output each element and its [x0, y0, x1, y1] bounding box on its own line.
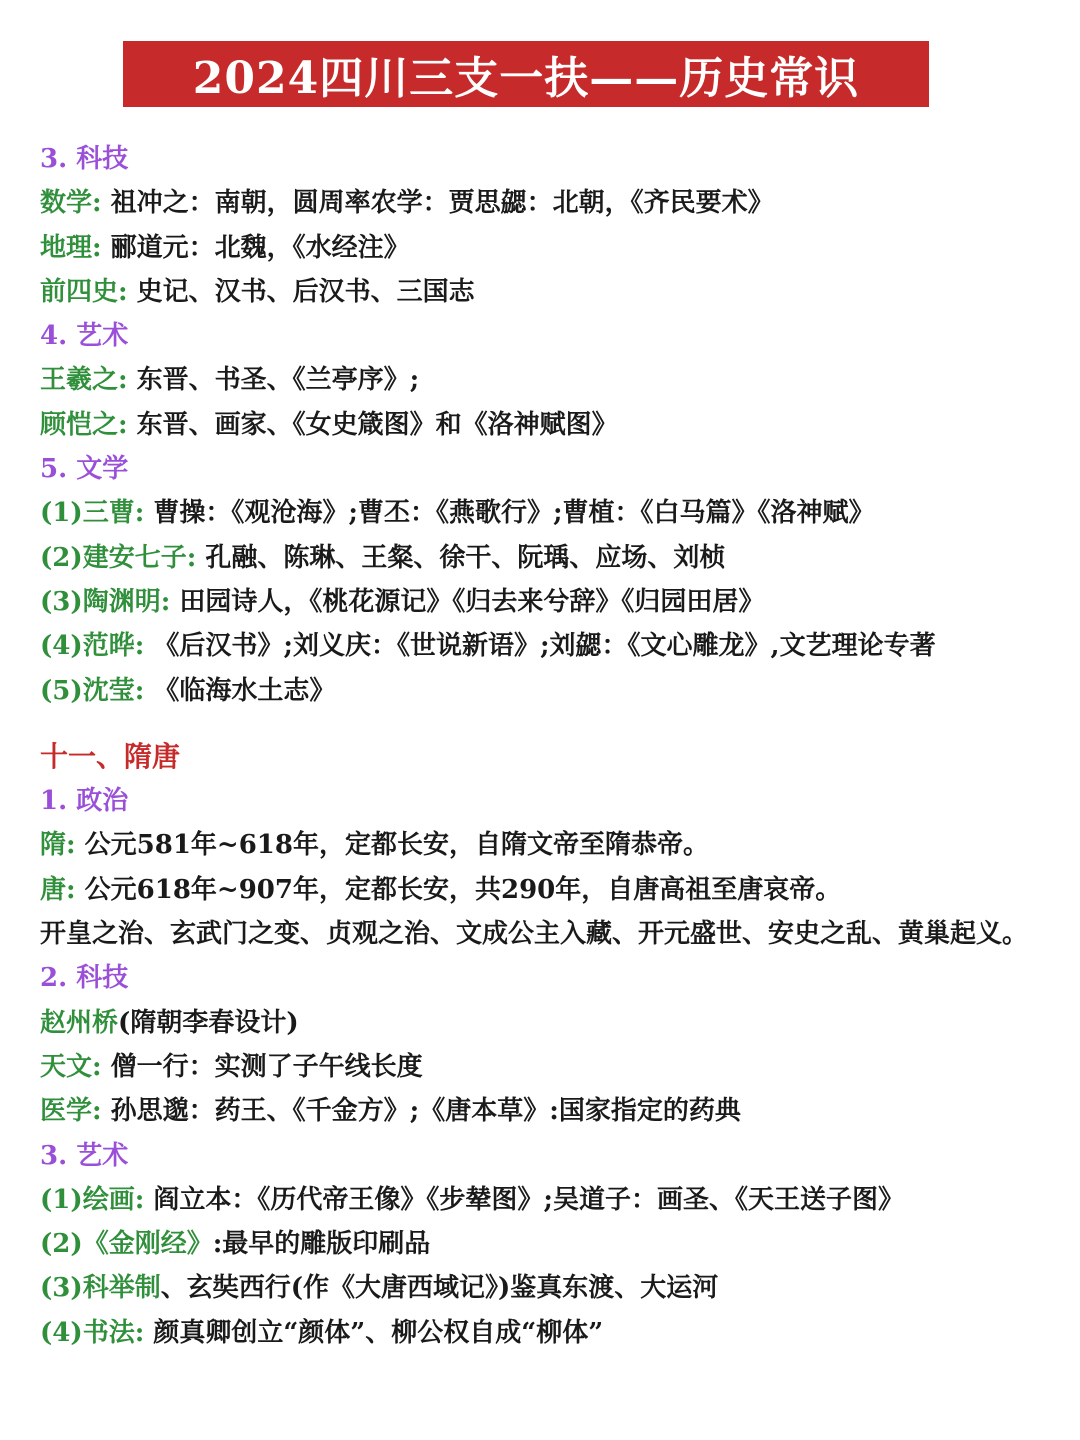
entry-label: (4)书法:	[40, 1317, 145, 1348]
entry-text: 《临海水土志》	[144, 675, 336, 706]
entry-label: (5)沈莹:	[40, 675, 145, 706]
entry-text: 《后汉书》;刘义庆：《世说新语》;刘勰：《文心雕龙》,文艺理论专著	[144, 631, 936, 662]
entry-label: 前四史:	[40, 276, 128, 307]
note-line	[40, 403, 1050, 447]
entry-text: 祖冲之：南朝，圆周率农学：贾思勰：北朝，《齐民要术》	[101, 188, 774, 219]
entry-label: 唐:	[40, 874, 76, 905]
entry-text: 公元581年~618年，定都长安，自隋文帝至隋恭帝。	[75, 830, 709, 861]
entry-text: :最早的雕版印刷品	[212, 1229, 431, 1260]
section-heading: 十一、隋唐	[40, 739, 181, 773]
subsection-heading: 5. 文学	[40, 454, 129, 485]
entry-label: 王羲之:	[40, 365, 128, 396]
note-line	[40, 358, 1050, 402]
entry-text: 孔融、陈琳、王粲、徐干、阮瑀、应场、刘桢	[196, 542, 726, 573]
subsection-heading: 1. 政治	[40, 786, 129, 817]
entry-text: 阎立本：《历代帝王像》《步辇图》;吴道子：画圣、《天王送子图》	[144, 1184, 904, 1215]
note-line	[40, 1089, 1050, 1133]
entry-text: 史记、汉书、后汉书、三国志	[127, 276, 475, 307]
entry-label: (2)《金刚经》	[40, 1229, 213, 1260]
note-line	[40, 536, 1050, 580]
note-line	[40, 669, 1050, 713]
note-line	[40, 1311, 1050, 1355]
subsection-heading: 2. 科技	[40, 963, 129, 994]
note-line	[40, 580, 1050, 624]
note-line	[40, 1222, 1050, 1266]
entry-text: 东晋、画家、《女史箴图》和《洛神赋图》	[127, 409, 618, 440]
entry-text: 公元618年~907年，定都长安，共290年，自唐高祖至唐哀帝。	[75, 874, 842, 905]
note-line	[40, 1001, 1050, 1045]
notes-content	[40, 137, 1050, 1355]
entry-text: 、玄奘西行(作《大唐西域记》)鉴真东渡、大运河	[160, 1273, 719, 1304]
entry-label: (1)三曹:	[40, 498, 145, 529]
entry-text: (隋朝李春设计)	[118, 1007, 299, 1038]
note-line	[40, 624, 1050, 668]
note-line	[40, 270, 1050, 314]
entry-label: 地理:	[40, 232, 102, 263]
entry-text: 郦道元：北魏，《水经注》	[101, 232, 410, 263]
note-line	[40, 1178, 1050, 1222]
entry-label: (3)科举制	[40, 1273, 161, 1304]
note-line: 开皇之治、玄武门之变、贞观之治、文成公主入藏、开元盛世、安史之乱、黄巢起义。	[40, 919, 1029, 950]
entry-label: (3)陶渊明:	[40, 586, 171, 617]
entry-text: 田园诗人，《桃花源记》《归去来兮辞》《归园田居》	[170, 586, 765, 617]
note-line	[40, 823, 1050, 867]
subsection-heading: 3. 科技	[40, 144, 129, 174]
title-banner	[123, 41, 929, 107]
entry-text: 东晋、书圣、《兰亭序》;	[127, 365, 420, 396]
entry-text: 曹操：《观沧海》;曹丕：《燕歌行》;曹植：《白马篇》《洛神赋》	[144, 498, 875, 529]
note-line	[40, 226, 1050, 270]
entry-text: 僧一行：实测了子午线长度	[101, 1051, 423, 1082]
entry-label: 赵州桥	[40, 1007, 119, 1038]
entry-label: (2)建安七子:	[40, 542, 197, 573]
entry-text: 颜真卿创立“颜体”、柳公权自成“柳体”	[144, 1317, 604, 1348]
entry-label: (4)范晔:	[40, 631, 145, 662]
page-title: 2024四川三支一扶——历史常识	[192, 53, 860, 104]
note-line	[40, 491, 1050, 535]
entry-label: 数学:	[40, 188, 102, 219]
entry-label: 顾恺之:	[40, 409, 128, 440]
entry-text: 孙思邈：药王、《千金方》;《唐本草》:国家指定的药典	[101, 1096, 741, 1127]
entry-label: 医学:	[40, 1096, 102, 1127]
subsection-heading: 4. 艺术	[40, 321, 129, 352]
entry-label: 隋:	[40, 830, 76, 861]
note-line	[40, 1045, 1050, 1089]
entry-label: 天文:	[40, 1051, 102, 1082]
note-line	[40, 1266, 1050, 1310]
note-line	[40, 868, 1050, 912]
subsection-heading: 3. 艺术	[40, 1140, 129, 1171]
note-line	[40, 181, 1050, 225]
entry-label: (1)绘画:	[40, 1184, 145, 1215]
